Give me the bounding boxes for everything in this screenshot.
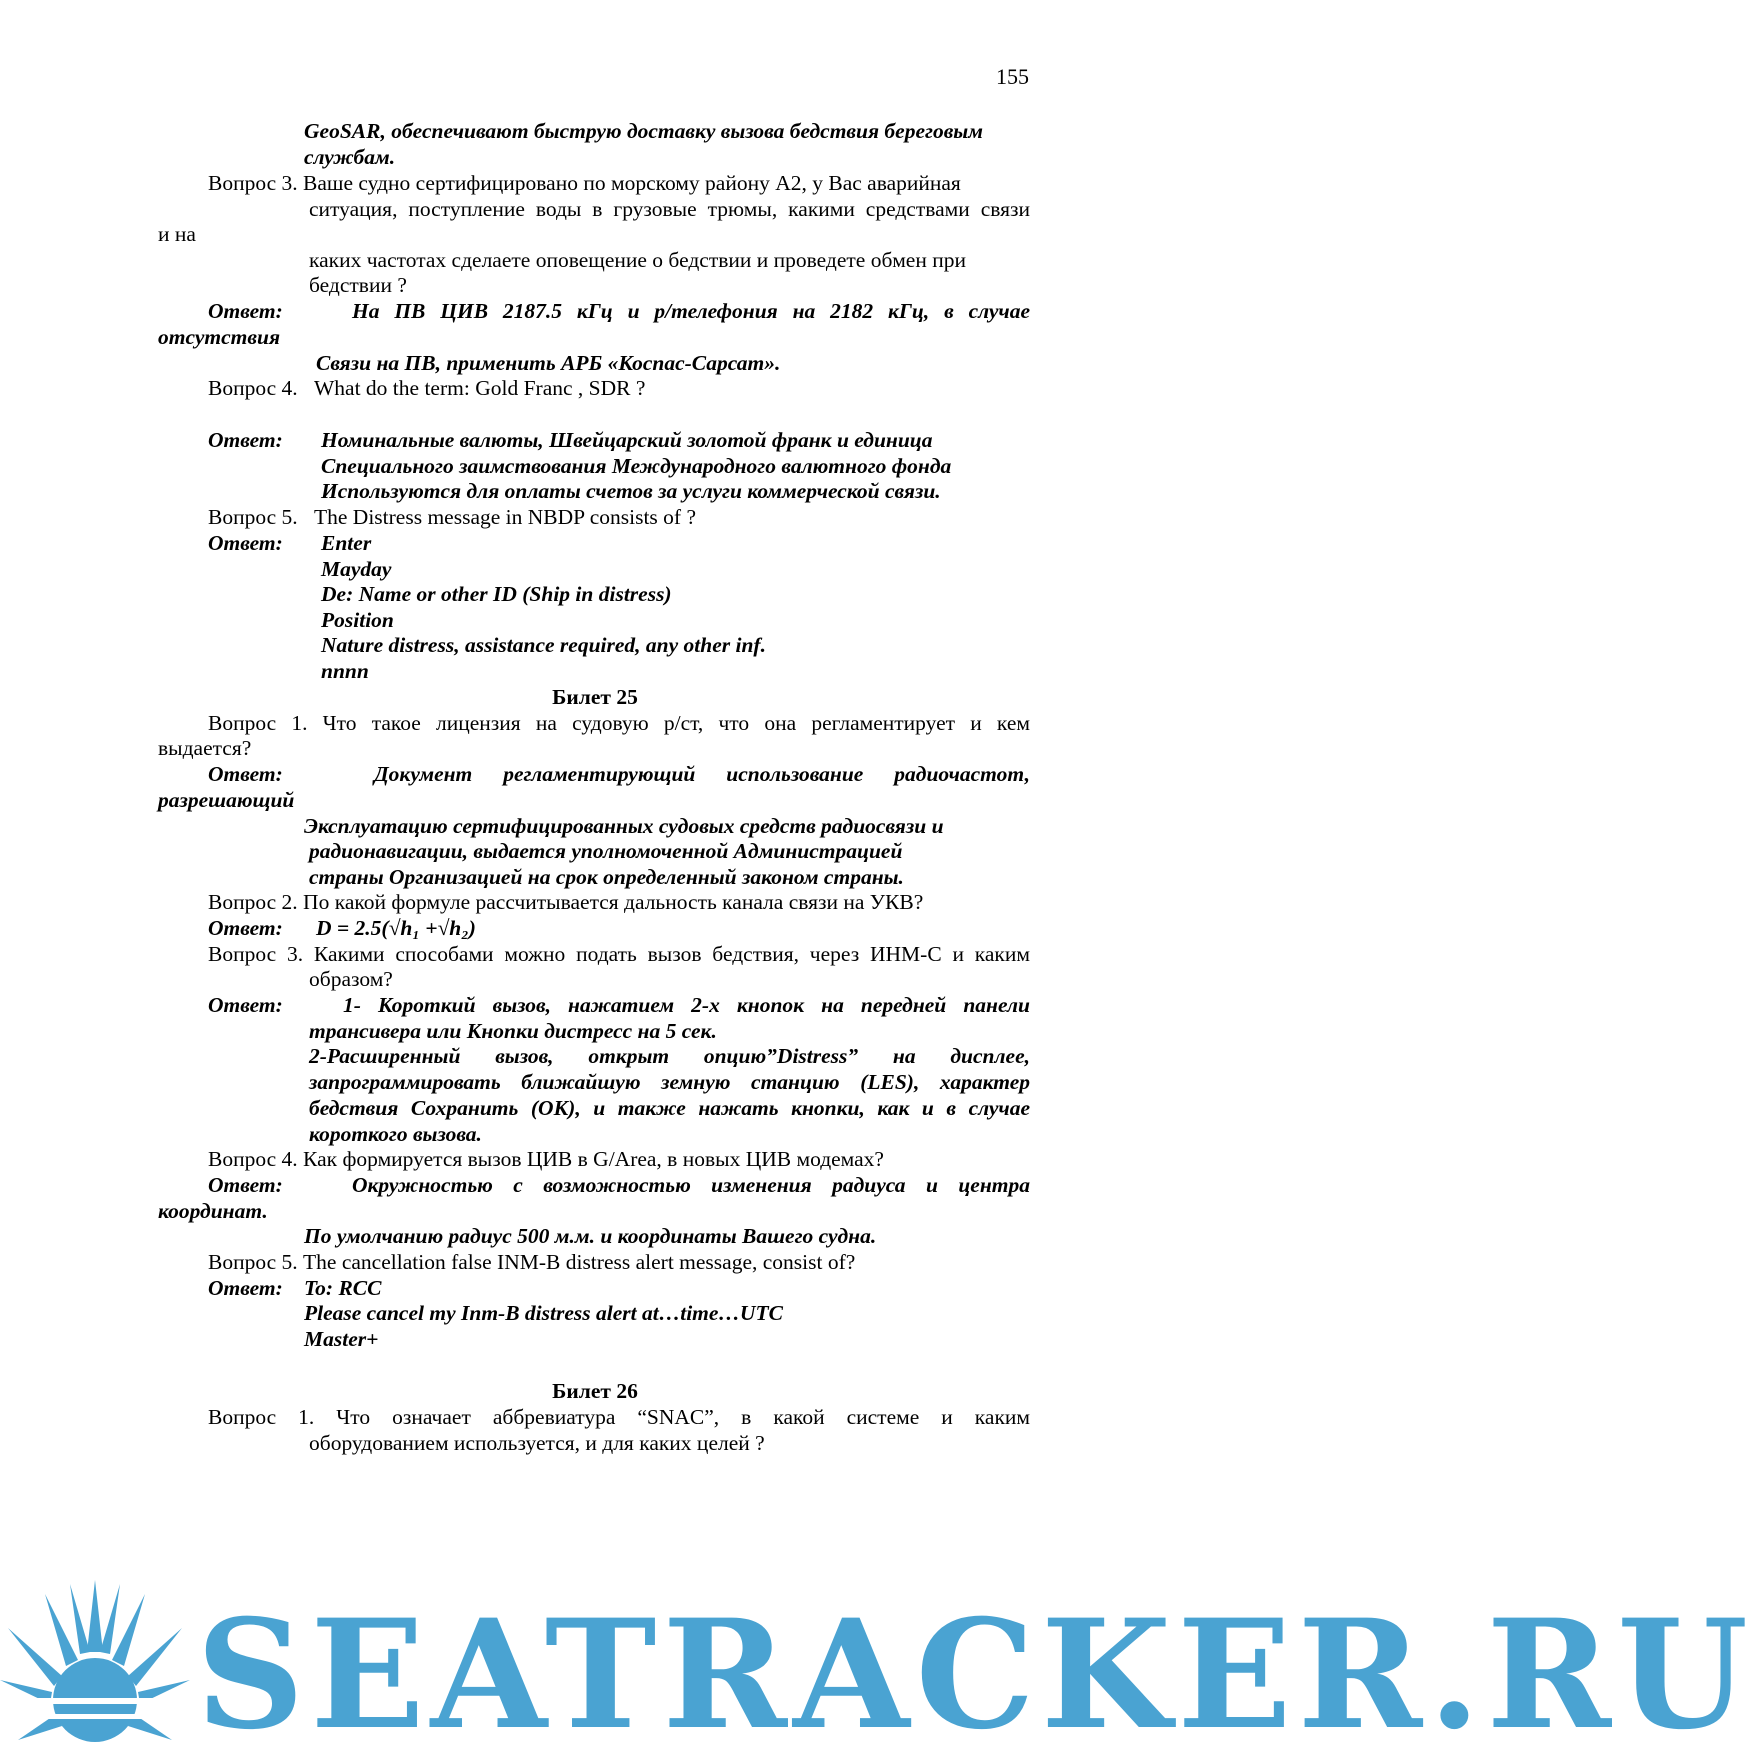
answer-line: координат. [158, 1199, 268, 1223]
ticket-heading-26: Билет 26 [552, 1379, 638, 1403]
answer-line: Mayday [321, 557, 392, 581]
answer-label: Ответ: [208, 762, 283, 786]
answer-line: nnnn [321, 659, 369, 683]
question-line: The Distress message in NBDP consists of ? [314, 505, 696, 529]
answer-line: Please cancel my Inm-B distress alert at…time…UTC [304, 1301, 783, 1325]
answer-line: запрограммировать ближайшую земную станцию (LES), характер [309, 1070, 1030, 1094]
answer-label: Ответ: [208, 1173, 283, 1197]
question-label: Вопрос 4. [208, 376, 298, 400]
ticket-heading-25: Билет 25 [552, 685, 638, 709]
answer-line: Специального заимствования Международного валютного фонда [321, 454, 952, 478]
question-line: ситуация, поступление воды в грузовые трюмы, какими средствами связи [309, 197, 1030, 221]
answer-line: На ПВ ЦИВ 2187.5 кГц и р/телефония на 2182 кГц, в случае [352, 299, 1030, 323]
answer-line: 2-Расширенный вызов, открыт опцию”Distress” на дисплее, [309, 1044, 1030, 1068]
answer-line: бедствия Сохранить (ОК), и также нажать кнопки, как и в случае [309, 1096, 1030, 1120]
sunburst-icon [0, 1580, 190, 1750]
question-line: Вопрос 2. По какой формуле рассчитывается дальность канала связи на УКВ? [208, 890, 924, 914]
answer-line: GeoSAR, обеспечивают быструю доставку вызова бедствия береговым [304, 119, 983, 143]
answer-label: Ответ: [208, 299, 283, 323]
formula: D = 2.5(√h₁ +√h₂) [316, 916, 476, 940]
answer-label: Ответ: [208, 1276, 283, 1300]
watermark-logo [0, 1560, 1754, 1763]
answer-line: По умолчанию радиус 500 м.м. и координаты Вашего судна. [304, 1224, 877, 1248]
question-line: бедствии ? [309, 273, 407, 297]
answer-label: Ответ: [208, 428, 283, 452]
question-line: оборудованием используется, и для каких целей ? [309, 1431, 765, 1455]
question-line: Вопрос 1. Что такое лицензия на судовую р/ст, что она регламентирует и кем [208, 711, 1030, 735]
question-line: и на [158, 222, 196, 246]
answer-label: Ответ: [208, 916, 283, 940]
question-line: Вопрос 5. The cancellation false INM-B distress alert message, consist of? [208, 1250, 856, 1274]
answer-line: отсутствия [158, 325, 281, 349]
question-line: Вопрос 4. Как формируется вызов ЦИВ в G/Area, в новых ЦИВ модемах? [208, 1147, 884, 1171]
question-line: выдается? [158, 736, 252, 760]
answer-line: 1- Короткий вызов, нажатием 2-х кнопок на передней панели [343, 993, 1030, 1017]
answer-line: Nature distress, assistance required, any other inf. [321, 633, 766, 657]
answer-line: Master+ [304, 1327, 379, 1351]
question-line: Вопрос 3. Какими способами можно подать вызов бедствия, через ИНМ-С и каким [208, 942, 1030, 966]
answer-line: короткого вызова. [309, 1122, 482, 1146]
answer-line: Используются для оплаты счетов за услуги коммерческой связи. [321, 479, 941, 503]
answer-line: разрешающий [158, 788, 295, 812]
question-line: Вопрос 3. Ваше судно сертифицировано по морскому району А2, у Вас аварийная [208, 171, 961, 195]
answer-line: радионавигации, выдается уполномоченной Администрацией [309, 839, 903, 863]
answer-line: Документ регламентирующий использование радиочастот, [374, 762, 1030, 786]
question-line: образом? [309, 967, 393, 991]
answer-line: Position [321, 608, 394, 632]
question-line: каких частотах сделаете оповещение о бедствии и проведете обмен при [309, 248, 966, 272]
answer-line: Эксплуатацию сертифицированных судовых средств радиосвязи и [304, 814, 944, 838]
answer-line: De: Name or other ID (Ship in distress) [321, 582, 672, 606]
answer-line: To: RCC [304, 1276, 382, 1300]
answer-line: трансивера или Кнопки дистресс на 5 сек. [309, 1019, 717, 1043]
answer-label: Ответ: [208, 993, 283, 1017]
answer-line: Enter [321, 531, 372, 555]
question-label: Вопрос 5. [208, 505, 298, 529]
question-line: Вопрос 1. Что означает аббревиатура “SNAC”, в какой системе и каким [208, 1405, 1030, 1429]
answer-line: Номинальные валюты, Швейцарский золотой франк и единица [321, 428, 933, 452]
answer-line: страны Организацией на срок определенный законом страны. [309, 865, 904, 889]
answer-line: Связи на ПВ, применить АРБ «Коспас-Сарсат». [316, 351, 781, 375]
answer-line: службам. [304, 145, 396, 169]
question-line: What do the term: Gold Franc , SDR ? [314, 376, 646, 400]
answer-label: Ответ: [208, 531, 283, 555]
answer-line: Окружностью с возможностью изменения радиуса и центра [352, 1173, 1030, 1197]
watermark-text: SEATRACKER.RU [196, 1587, 1754, 1763]
page-number: 155 [996, 64, 1029, 89]
